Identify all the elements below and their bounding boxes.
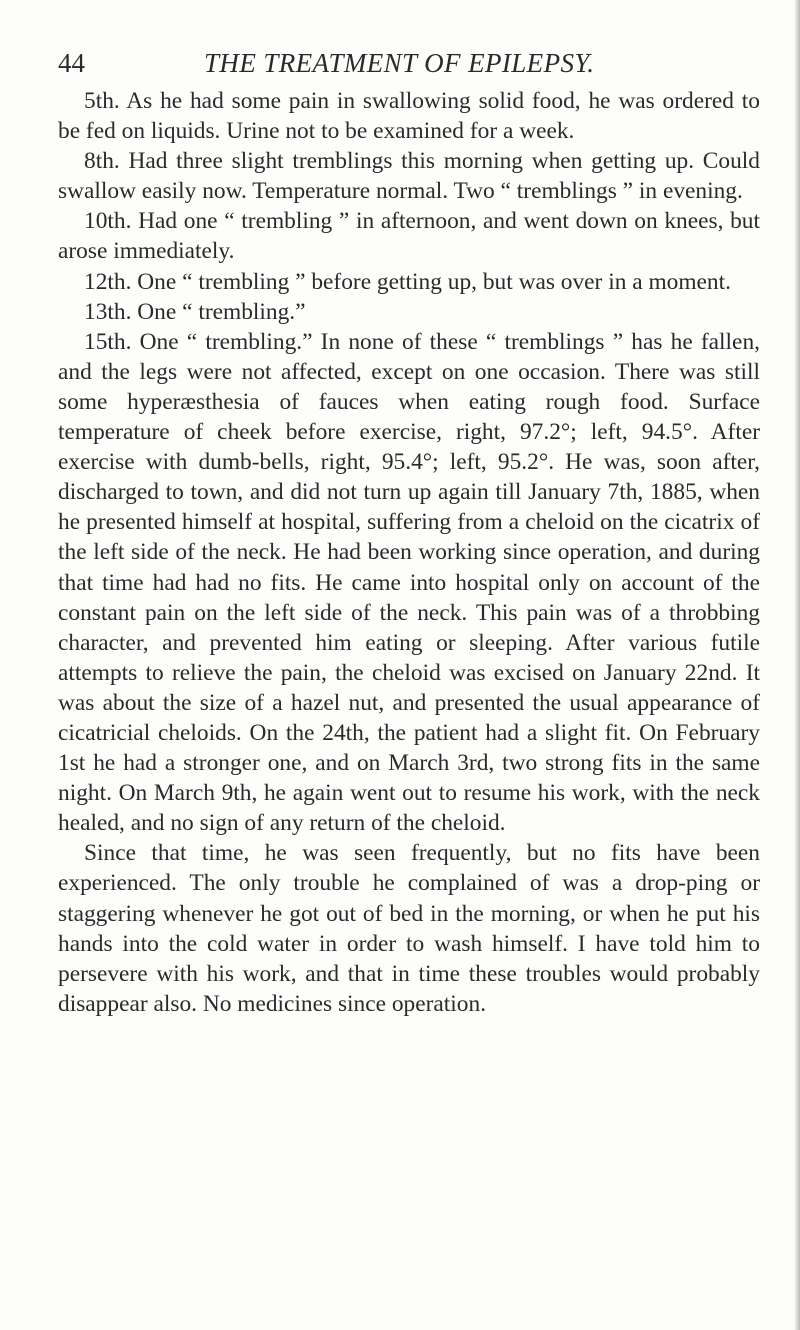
page-edge-shadow [794, 0, 800, 1330]
paragraph-15th: 15th. One “ trembling.” In none of these “ tremblings ” has he fallen, and the legs were not affected, except on one occasion. There was still some hyperæsthesia of fauces when eating rough food. Surface temperature of cheek before exercise, right, 97.2°; left, 94.5°. After exercise with dumb-bells, right, 95.4°; left, 95.2°. He was, soon after, discharged to town, and did not turn up again till January 7th, 1885, when he presented himself at hospital, suffering from a cheloid on the cicatrix of the left side of the neck. He had been working since operation, and during that time had had no fits. He came into hospital only on account of the constant pain on the left side of the neck. This pain was of a throbbing character, and prevented him eating or sleeping. After various futile attempts to relieve the pain, the cheloid was excised on January 22nd. It was about the size of a hazel nut, and presented the usual appearance of cicatricial cheloids. On the 24th, the patient had a slight fit. On February 1st he had a stronger one, and on March 3rd, two strong fits in the same night. On March 9th, he again went out to resume his work, with the neck healed, and no sign of any return of the cheloid. [58, 328, 760, 837]
paragraph-5th: 5th. As he had some pain in swallowing solid food, he was ordered to be fed on liquids. Urine not to be examined for a week. [58, 88, 760, 145]
paragraph-8th: 8th. Had three slight tremblings this morning when getting up. Could swallow easily now. Temperature normal. Two “ tremblings ” in evening. [58, 148, 760, 205]
body-text [58, 86, 760, 1019]
paragraph-10th: 10th. Had one “ trembling ” in afternoon, and went down on knees, but arose immediately. [58, 208, 760, 265]
page-number: 44 [58, 48, 85, 78]
page-header [58, 46, 758, 80]
paragraph-13th: 13th. One “ trembling.” [84, 298, 306, 325]
paragraph-since-that-time: Since that time, he was seen frequently, but no fits have been experienced. The only trouble he complained of was a drop-ping or staggering whenever he got out of bed in the morning, or when he put his hands into the cold water in order to wash himself. I have told him to persevere with his work, and that in time these troubles would probably disappear also. No medicines since operation. [58, 840, 760, 1017]
running-title: THE TREATMENT OF EPILEPSY. [204, 48, 595, 78]
paragraph-12th: 12th. One “ trembling ” before getting up, but was over in a moment. [84, 268, 731, 295]
